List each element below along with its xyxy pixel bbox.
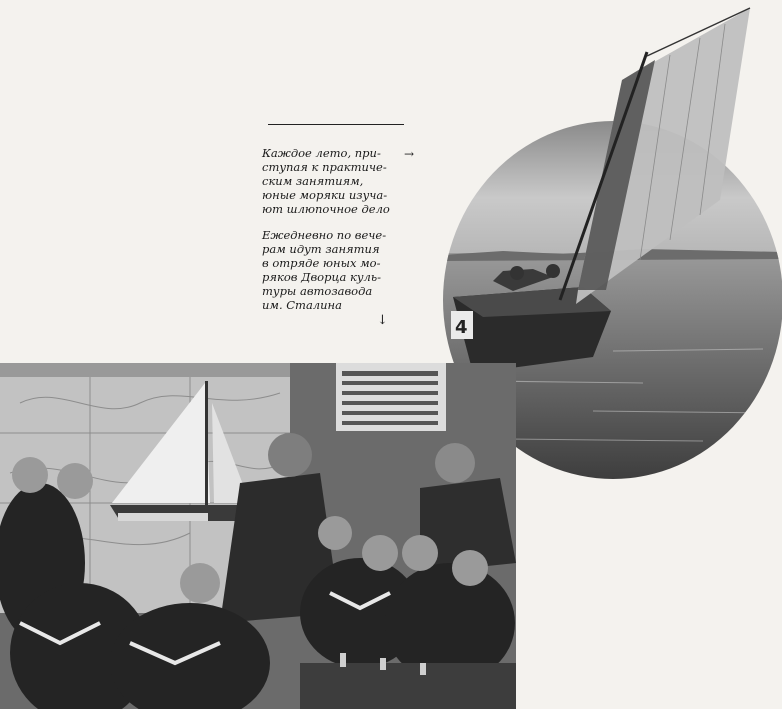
arrow-right-icon: → [404, 147, 415, 161]
classroom-photo [0, 363, 516, 709]
caption-sailing: Каждое лето, при- ступая к практиче- ским занятиям, юные моряки изуча- ют шлюпочное дело [262, 146, 390, 216]
arrow-down-icon: ↓ [377, 313, 388, 328]
caption-rule [268, 124, 404, 125]
caption-club: Ежедневно по вече- рам идут занятия в отряде юных мо- ряков Дворца куль- туры автозавода им. Сталина [262, 228, 387, 312]
boat-number: 4 [455, 317, 468, 338]
